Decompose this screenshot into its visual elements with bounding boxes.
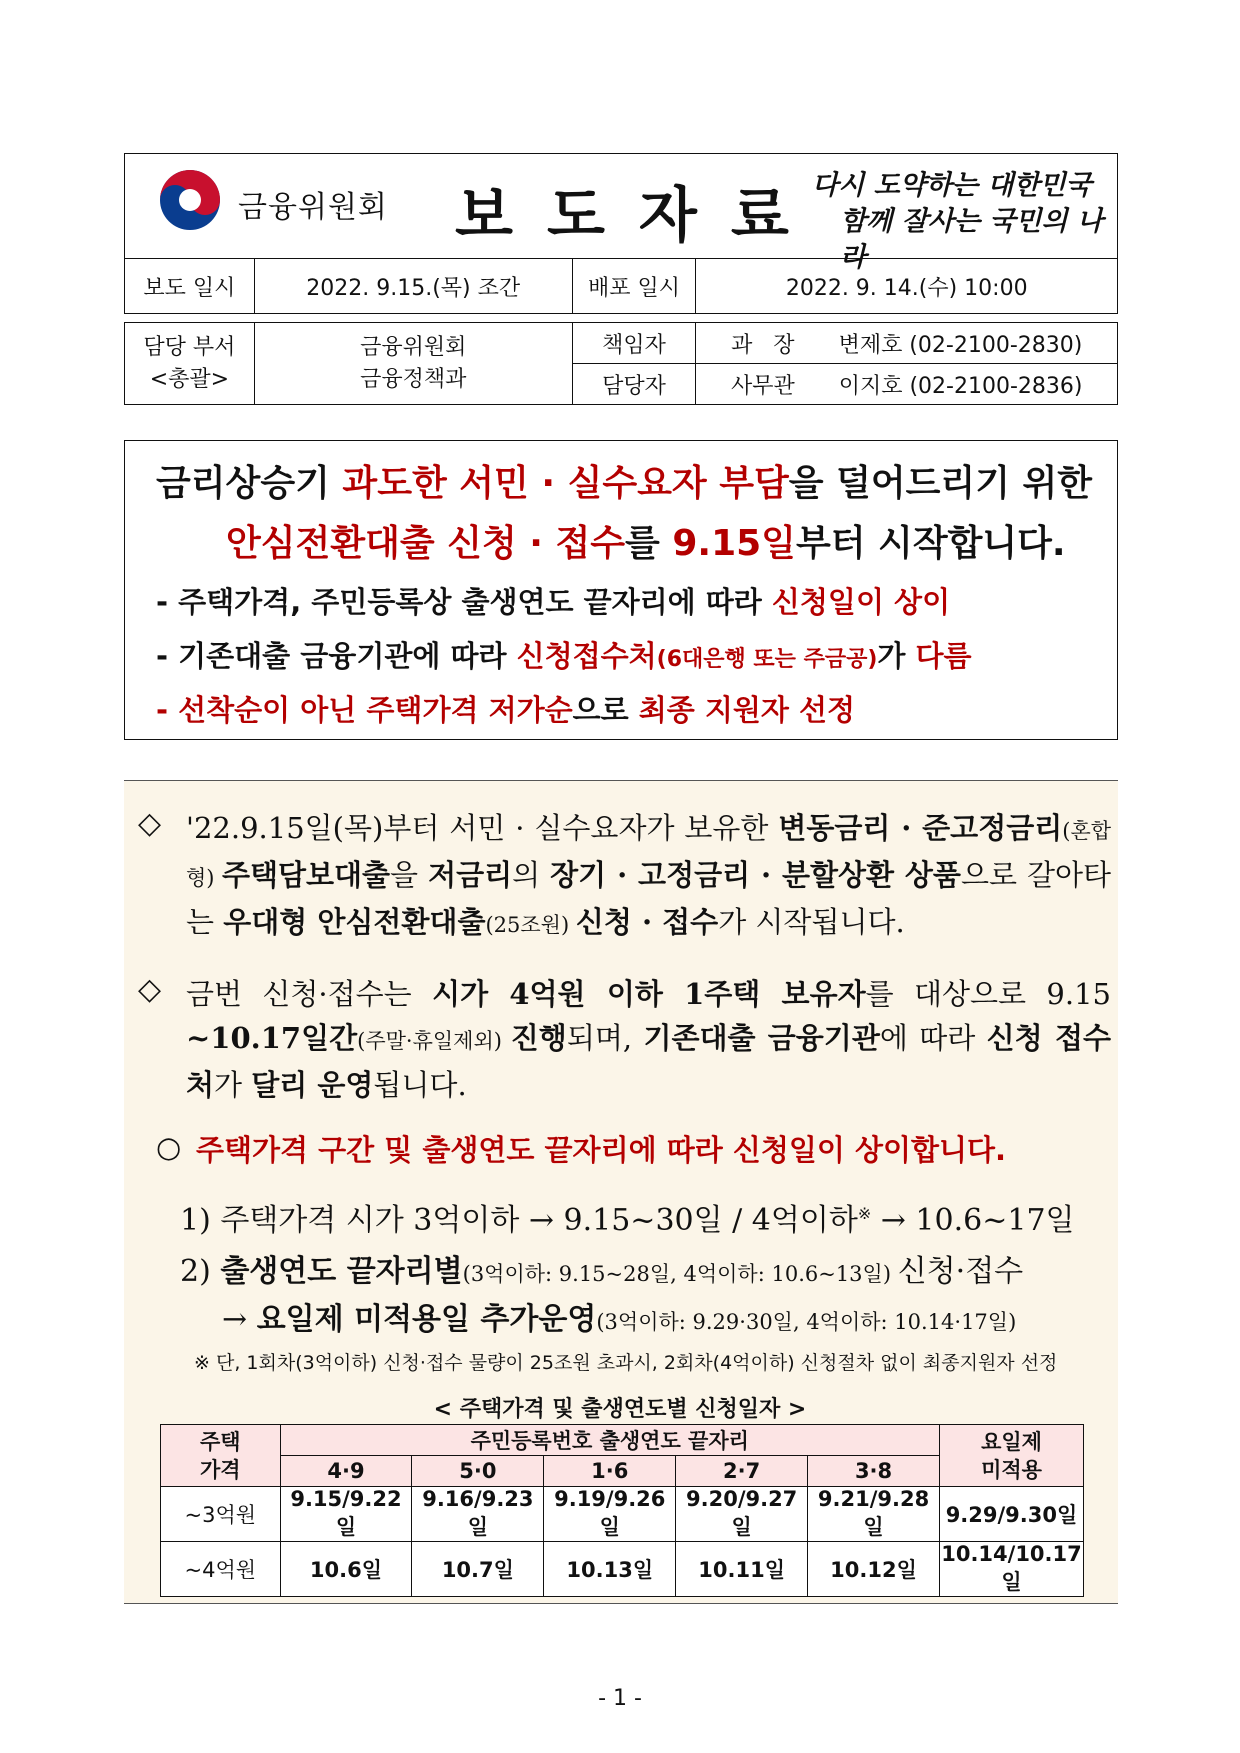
header-digit: 5·0 bbox=[412, 1456, 544, 1487]
extra-date-cell: 10.14/10.17일 bbox=[939, 1542, 1083, 1597]
footnote: ※ 단, 1회차(3억이하) 신청·접수 물량이 25조원 초과시, 2회차(4억이하) 신청절차 없이 최종지원자 선정 bbox=[194, 1352, 1058, 1374]
release-date-label: 보도 일시 bbox=[125, 259, 255, 314]
date-cell: 9.16/9.23일 bbox=[412, 1487, 544, 1542]
department-value-line2: 금융정책과 bbox=[360, 366, 467, 392]
responsible-name: 변제호 (02-2100-2830) bbox=[838, 332, 1083, 358]
slogan-line-1: 다시 도약하는 대한민국 bbox=[812, 170, 1092, 201]
table-gap bbox=[125, 314, 1118, 323]
responsible-label: 책임자 bbox=[572, 323, 696, 364]
date-cell: 10.7일 bbox=[412, 1542, 544, 1597]
header-digit: 1·6 bbox=[544, 1456, 676, 1487]
schedule-heading: 주택가격 구간 및 출생연도 끝자리에 따라 신청일이 상이합니다. bbox=[196, 1133, 1007, 1167]
department-label bbox=[125, 323, 255, 405]
headline-sub-2: - 기존대출 금융기관에 따라 신청접수처(6대은행 또는 주금공)가 다름 bbox=[156, 639, 972, 673]
diamond-bullet-icon: ◇ bbox=[138, 806, 162, 841]
contact-label: 담당자 bbox=[572, 364, 696, 405]
header-no-weekday-rule: 요일제 미적용 bbox=[939, 1425, 1083, 1487]
date-cell: 9.15/9.22일 bbox=[280, 1487, 412, 1542]
headline-line-2: 안심전환대출 신청 · 접수를 9.15일부터 시작합니다. bbox=[226, 523, 1066, 564]
date-cell: 9.21/9.28일 bbox=[808, 1487, 940, 1542]
header-house-price: 주택 가격 bbox=[161, 1425, 281, 1487]
headline-sub-1: - 주택가격, 주민등록상 출생연도 끝자리에 따라 신청일이 상이 bbox=[156, 585, 951, 619]
responsible-title: 과 장 bbox=[731, 332, 795, 358]
headline-sub-3: - 선착순이 아닌 주택가격 저가순으로 최종 지원자 선정 bbox=[156, 693, 856, 727]
department-label-line2: <총괄> bbox=[149, 366, 230, 392]
date-cell: 9.20/9.27일 bbox=[676, 1487, 808, 1542]
page-number: - 1 - bbox=[598, 1686, 642, 1711]
department-value-line1: 금융위원회 bbox=[360, 334, 467, 360]
org-name: 금융위원회 bbox=[238, 190, 388, 225]
header-birth-digit: 주민등록번호 출생연도 끝자리 bbox=[280, 1425, 939, 1456]
row-price: ~3억원 bbox=[161, 1487, 281, 1542]
circle-bullet-icon: ○ bbox=[156, 1130, 182, 1164]
header-digit: 3·8 bbox=[808, 1456, 940, 1487]
date-cell: 10.11일 bbox=[676, 1542, 808, 1597]
department-value bbox=[254, 323, 572, 405]
row-price: ~4억원 bbox=[161, 1542, 281, 1597]
table-row bbox=[161, 1487, 1084, 1542]
contact-title: 사무관 bbox=[730, 373, 795, 399]
summary-paragraph-1: '22.9.15일(목)부터 서민 · 실수요자가 보유한 변동금리 · 준고정금리(혼합형) 주택담보대출을 저금리의 장기 · 고정금리 · 분할상환 상품으로 갈아타는 우대형 안심전환대출(25조원) 신청 · 접수가 시작됩니다. bbox=[186, 811, 1112, 939]
date-cell: 9.19/9.26일 bbox=[544, 1487, 676, 1542]
contact-person bbox=[696, 364, 1118, 405]
summary-paragraph-2: 금번 신청·접수는 시가 4억원 이하 1주택 보유자를 대상으로 9.15 ~10.17일간(주말·휴일제외) 진행되며, 기존대출 금융기관에 따라 신청 접수처가 달리 운영됩니다. bbox=[186, 977, 1111, 1102]
numbered-item-1: 1) 주택가격 시가 3억이하 → 9.15~30일 / 4억이하※ → 10.6~17일 bbox=[180, 1203, 1075, 1238]
department-label-line1: 담당 부서 bbox=[143, 334, 236, 360]
release-date-value: 2022. 9.15.(목) 조간 bbox=[254, 259, 572, 314]
release-info-table bbox=[124, 258, 1118, 405]
taegeuk-logo-icon bbox=[158, 168, 222, 232]
document-title: 보도자료 bbox=[455, 181, 823, 251]
contact-name: 이지호 (02-2100-2836) bbox=[838, 373, 1083, 399]
extra-date-cell: 9.29/9.30일 bbox=[939, 1487, 1083, 1542]
date-cell: 10.6일 bbox=[280, 1542, 412, 1597]
schedule-table bbox=[160, 1424, 1084, 1597]
table-row bbox=[161, 1542, 1084, 1597]
table-caption: < 주택가격 및 출생연도별 신청일자 > bbox=[433, 1397, 807, 1422]
distribution-date-label: 배포 일시 bbox=[572, 259, 696, 314]
diamond-bullet-icon: ◇ bbox=[138, 972, 162, 1007]
header-digit: 4·9 bbox=[280, 1456, 412, 1487]
date-cell: 10.13일 bbox=[544, 1542, 676, 1597]
responsible-contact bbox=[696, 323, 1118, 364]
distribution-date-value: 2022. 9. 14.(수) 10:00 bbox=[696, 259, 1118, 314]
slogan-line-2: 함께 잘사는 국민의 나라 bbox=[840, 206, 1103, 273]
numbered-item-3: → 요일제 미적용일 추가운영(3억이하: 9.29·30일, 4억이하: 10.14·17일) bbox=[222, 1302, 1017, 1337]
header-digit: 2·7 bbox=[676, 1456, 808, 1487]
date-cell: 10.12일 bbox=[808, 1542, 940, 1597]
headline-line-1: 금리상승기 과도한 서민 · 실수요자 부담을 덜어드리기 위한 bbox=[156, 463, 1093, 504]
numbered-item-2: 2) 출생연도 끝자리별(3억이하: 9.15~28일, 4억이하: 10.6~13일) 신청·접수 bbox=[180, 1254, 1024, 1289]
